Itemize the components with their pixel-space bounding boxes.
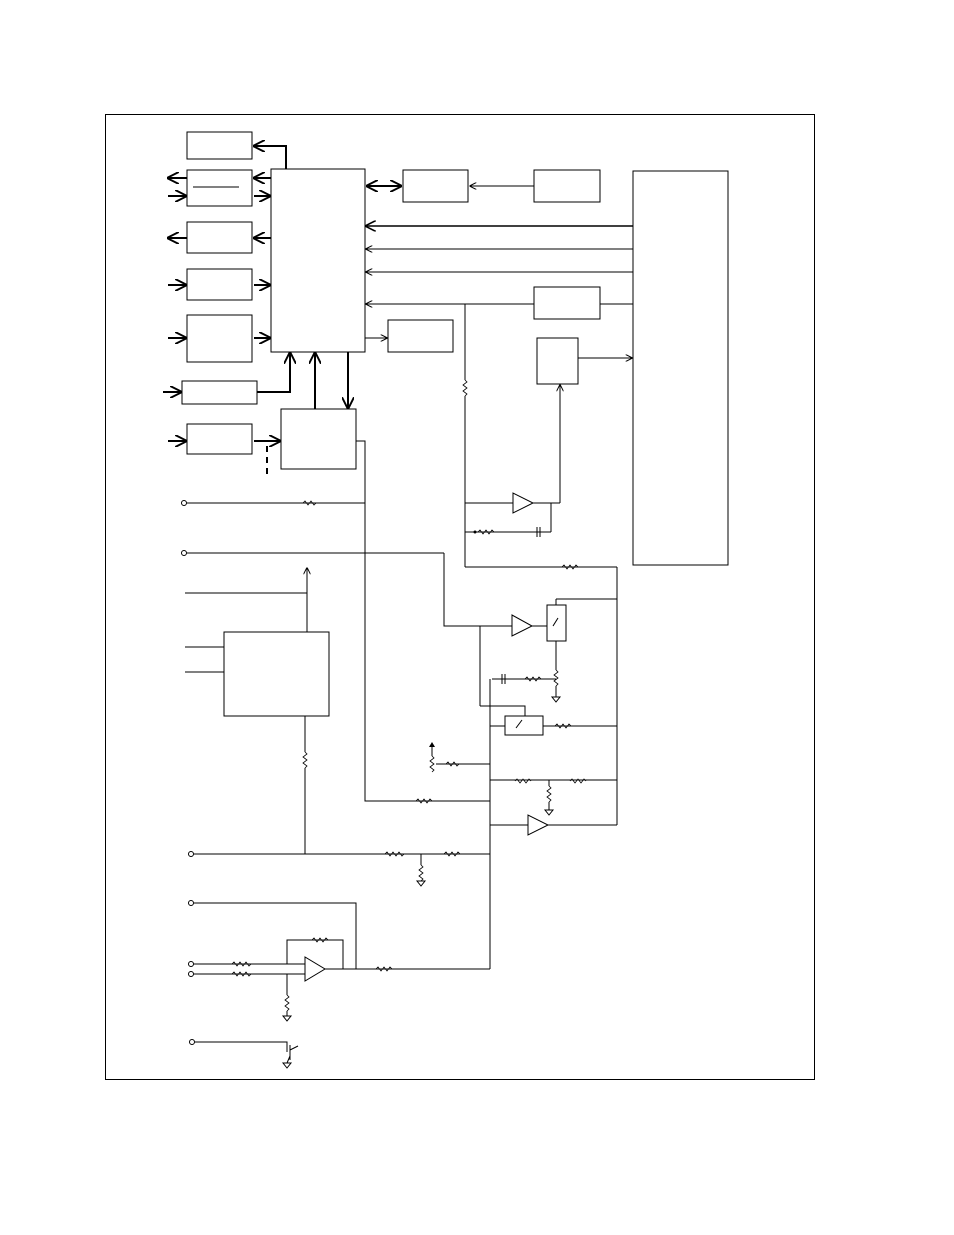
pin-5 — [189, 962, 194, 967]
block-top-right — [534, 170, 600, 202]
ground-1 — [552, 686, 560, 702]
block-top-left-1 — [187, 132, 252, 159]
pin-2 — [182, 551, 187, 556]
op-amp — [305, 957, 325, 981]
block-left-4 — [187, 269, 252, 300]
block-top-left-2 — [187, 170, 252, 206]
line-lower-controller-out — [356, 441, 490, 801]
resistor-ground-2 — [547, 786, 551, 802]
amplifier-3 — [528, 815, 548, 835]
transistor-collector — [290, 1046, 298, 1050]
ground-5 — [283, 1063, 291, 1068]
block-mid-right-small — [537, 338, 578, 384]
resistor-ground-3 — [419, 865, 423, 881]
pin-7 — [190, 1040, 195, 1045]
resistor-row-780-b — [570, 779, 586, 783]
block-switch-lower — [505, 716, 543, 735]
resistor-converter — [303, 752, 307, 768]
block-mid-right — [534, 287, 600, 319]
line-pin-7 — [195, 1042, 287, 1052]
ground-2 — [545, 802, 553, 815]
line-to-switch-lower — [480, 706, 525, 716]
resistor-op-amp-ground — [285, 995, 289, 1011]
resistor-465 — [463, 380, 467, 396]
junction-amp1 — [474, 531, 477, 534]
pin-1 — [182, 501, 187, 506]
resistor-switch-down — [554, 670, 558, 686]
block-top-mid — [403, 170, 468, 202]
block-lower-controller — [281, 409, 356, 469]
block-switch-upper — [547, 605, 566, 641]
block-left-5 — [187, 315, 252, 362]
resistor-row-780-a — [515, 779, 531, 783]
block-left-7 — [187, 424, 252, 454]
block-converter — [224, 632, 329, 716]
amplifier-2 — [512, 615, 532, 636]
ground-3 — [417, 881, 425, 886]
resistor-pot — [430, 756, 434, 772]
pot-arrow — [429, 742, 435, 747]
line-pin-2-route — [444, 553, 512, 626]
pin-3 — [189, 852, 194, 857]
block-large-right — [633, 171, 728, 565]
block-left-3 — [187, 222, 252, 253]
amplifier-1 — [513, 493, 533, 513]
block-central-controller — [271, 169, 365, 352]
pin-4 — [189, 901, 194, 906]
block-left-6 — [182, 381, 257, 404]
ground-4 — [283, 1011, 291, 1021]
bus-top-left-1 — [254, 146, 286, 169]
bus-left-6-out — [257, 353, 290, 392]
pin-6 — [189, 972, 194, 977]
line-pin-4 — [194, 903, 356, 969]
block-output-right — [388, 320, 453, 352]
